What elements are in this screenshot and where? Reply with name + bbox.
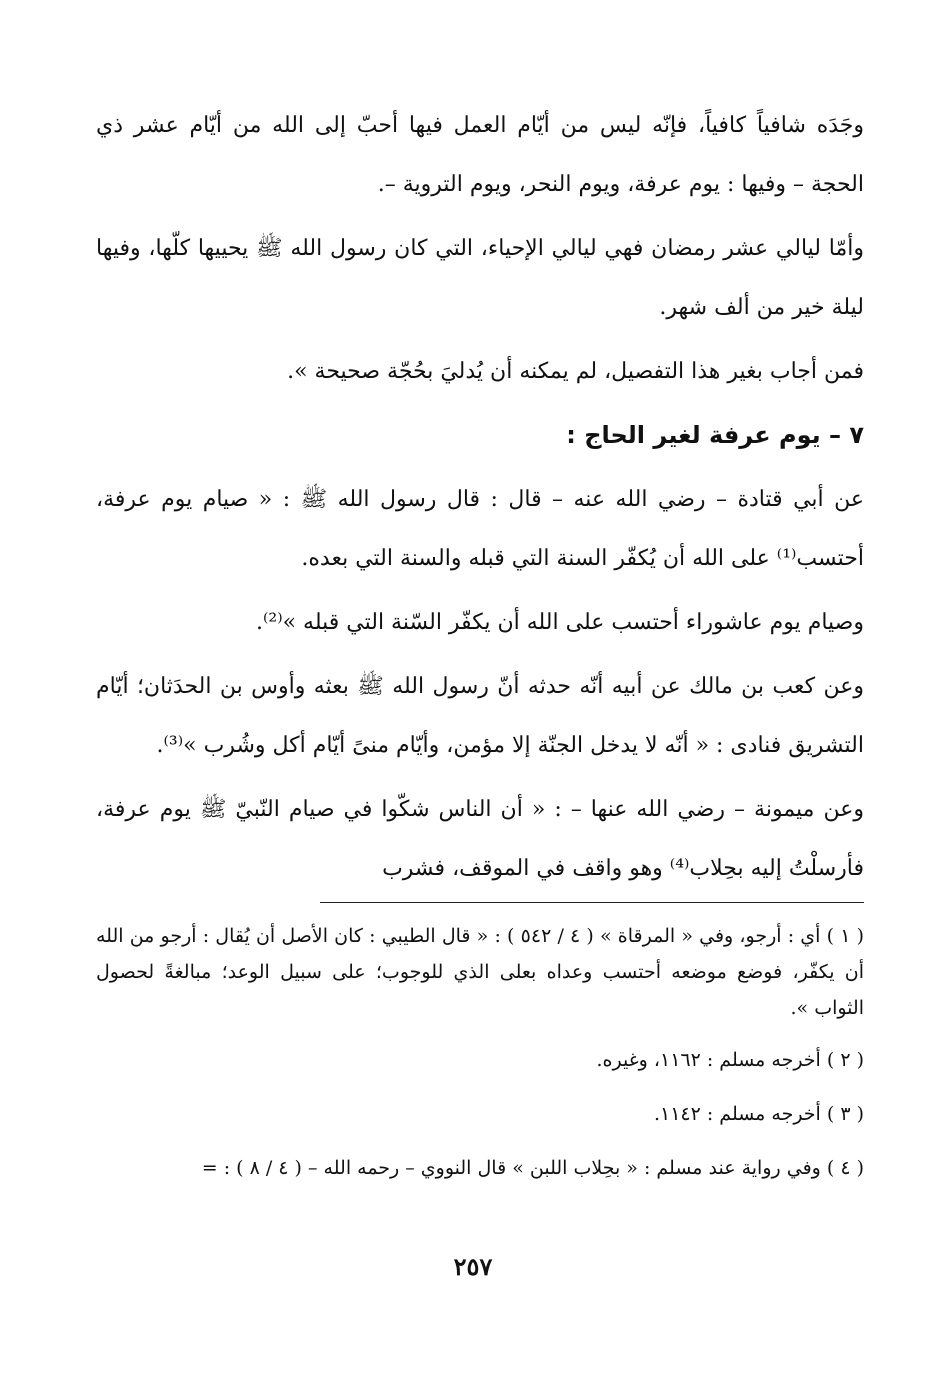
paragraph-1: وجَدَه شافياً كافياً، فإنّه ليس من أيّام العمل فيها أحبّ إلى الله من أيّام عشر ذي الحجة – وفيها : يوم عرفة، ويوم النحر، ويوم التروية –.	[96, 113, 864, 197]
page-number: ٢٥٧	[453, 1252, 493, 1281]
footnotes	[96, 918, 864, 1204]
footnote-4: ( ٤ ) وفي رواية عند مسلم : « بحِلاب اللبن » قال النووي – رحمه الله – ( ٤ / ٨ ) : =	[201, 1157, 864, 1179]
paragraph-3: فمن أجاب بغير هذا التفصيل، لم يمكنه أن يُدليَ بحُجّة صحيحة ».	[287, 359, 864, 384]
section-heading: ٧ – يوم عرفة لغير الحاج :	[566, 421, 864, 449]
paragraph-6: وعن كعب بن مالك عن أبيه أنّه حدثه أنّ رسول الله ﷺ بعثه وأوس بن الحدَثان؛ أيّام التشريق فنادى : « أنّه لا يدخل الجنّة إلا مؤمن، وأيّام منىً أيّام أكل وشُرب »⁽³⁾.	[96, 674, 864, 758]
paragraph-4: عن أبي قتادة – رضي الله عنه – قال : قال رسول الله ﷺ : « صيام يوم عرفة، أحتسب⁽¹⁾ على الله أن يُكفّر السنة التي قبله والسنة التي بعده.	[96, 487, 864, 571]
main-text	[96, 96, 864, 903]
footnote-2: ( ٢ ) أخرجه مسلم : ١١٦٢، وغيره.	[596, 1049, 864, 1071]
paragraph-7: وعن ميمونة – رضي الله عنها – : « أن الناس شكّوا في صيام النّبيّ ﷺ يوم عرفة، فأرسلْتُ إليه بحِلاب⁽⁴⁾ وهو واقف في الموقف، فشرب	[96, 797, 864, 881]
footnote-3: ( ٣ ) أخرجه مسلم : ١١٤٢.	[653, 1103, 864, 1125]
footnote-divider	[320, 902, 864, 903]
paragraph-2: وأمّا ليالي عشر رمضان فهي ليالي الإحياء، التي كان رسول الله ﷺ يحييها كلّها، وفيها ليلة خير من ألف شهر.	[96, 236, 864, 320]
paragraph-5: وصيام يوم عاشوراء أحتسب على الله أن يكفّر السّنة التي قبله »⁽²⁾.	[255, 610, 864, 635]
footnote-1: ( ١ ) أي : أرجو، وفي « المرقاة » ( ٤ / ٥٤٢ ) : « قال الطيبي : كان الأصل أن يُقال : أرجو من الله أن يكفّر، فوضع موضعه أحتسب وعداه بعلى الذي للوجوب؛ على سبيل الوعد؛ مبالغةً لحصول الثواب ».	[96, 925, 865, 1019]
